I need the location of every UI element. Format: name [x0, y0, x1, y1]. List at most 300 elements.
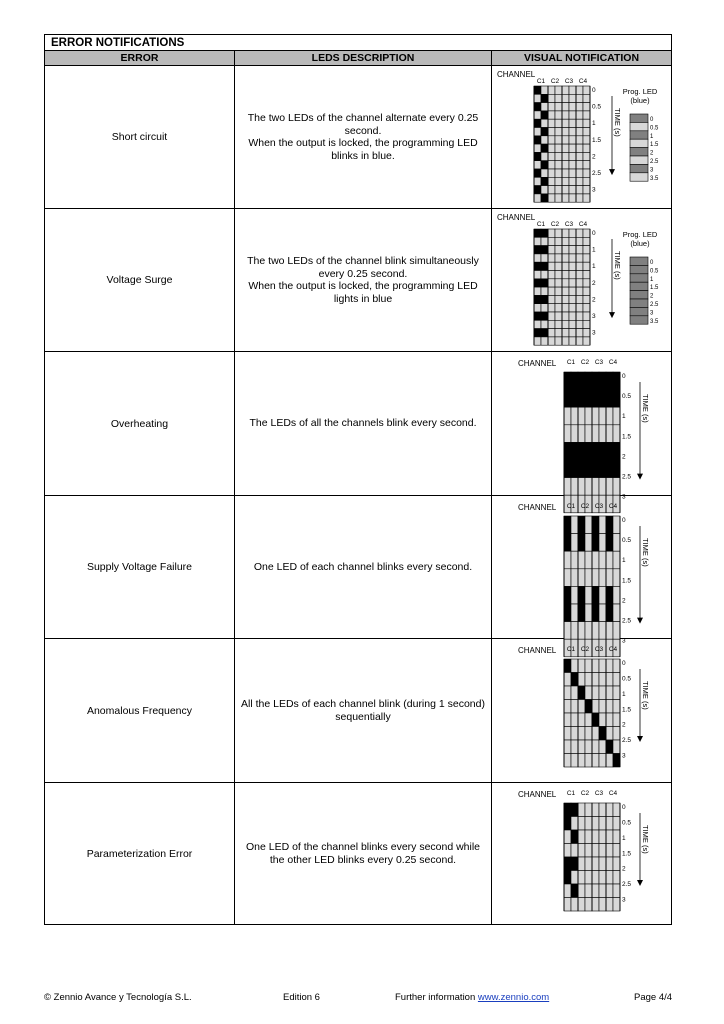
channel-header-c3: C3 [594, 646, 604, 653]
prog-led-cell [630, 156, 648, 164]
prog-led-cell [630, 282, 648, 290]
led-off-cell [606, 754, 613, 768]
led-off-cell [571, 817, 578, 831]
led-off-cell [576, 329, 583, 337]
time-tick-label: 3 [622, 896, 626, 904]
led-off-cell [555, 279, 562, 287]
led-off-cell [576, 262, 583, 270]
led-off-cell [599, 817, 606, 831]
led-off-cell [613, 857, 620, 871]
led-off-cell [571, 844, 578, 858]
led-off-cell [585, 551, 592, 569]
led-off-cell [592, 830, 599, 844]
led-off-cell [534, 111, 541, 119]
led-off-cell [555, 287, 562, 295]
channel-header-c1: C1 [566, 646, 576, 653]
led-on-cell [592, 442, 599, 460]
led-off-cell [548, 194, 555, 202]
prog-led-cell [630, 265, 648, 273]
led-on-cell [578, 604, 585, 622]
led-off-cell [548, 337, 555, 345]
time-tick-label: 0.5 [592, 103, 602, 111]
led-off-cell [569, 279, 576, 287]
led-off-cell [599, 700, 606, 714]
led-on-cell [564, 604, 571, 622]
led-off-cell [585, 686, 592, 700]
prog-led-cell [630, 173, 648, 181]
led-off-cell [541, 152, 548, 160]
prog-led-tick-label: 1 [650, 133, 654, 140]
led-on-cell [592, 390, 599, 408]
led-off-cell [555, 194, 562, 202]
prog-led-cell [630, 291, 648, 299]
led-off-cell [555, 254, 562, 262]
led-off-cell [613, 830, 620, 844]
led-off-cell [578, 857, 585, 871]
led-off-cell [606, 817, 613, 831]
led-on-cell [571, 460, 578, 478]
led-on-cell [564, 586, 571, 604]
footer-website-link[interactable]: www.zennio.com [477, 992, 550, 1003]
led-off-cell [569, 128, 576, 136]
led-off-cell [583, 169, 590, 177]
led-off-cell [555, 169, 562, 177]
led-off-cell [606, 551, 613, 569]
led-off-cell [606, 884, 613, 898]
channel-header-c4: C4 [608, 646, 618, 653]
led-off-cell [576, 186, 583, 194]
channel-header-c3: C3 [564, 78, 574, 85]
time-arrow-head [637, 618, 643, 624]
led-off-cell [555, 295, 562, 303]
led-off-cell [571, 659, 578, 673]
header-error: ERROR [120, 52, 159, 64]
led-off-cell [592, 727, 599, 741]
prog-led-cell [630, 148, 648, 156]
header-leds-description: LEDS DESCRIPTION [311, 52, 415, 64]
led-on-cell [578, 372, 585, 390]
led-off-cell [585, 754, 592, 768]
led-off-cell [548, 329, 555, 337]
led-off-cell [562, 152, 569, 160]
led-on-cell [541, 262, 548, 270]
led-off-cell [555, 237, 562, 245]
led-off-cell [571, 534, 578, 552]
led-off-cell [592, 898, 599, 912]
led-on-cell [571, 830, 578, 844]
led-off-cell [613, 425, 620, 443]
led-off-cell [592, 754, 599, 768]
prog-led-tick-label: 2 [650, 293, 654, 300]
time-arrow-head [609, 312, 615, 318]
table-row [45, 352, 671, 501]
led-off-cell [534, 254, 541, 262]
led-off-cell [555, 320, 562, 328]
led-off-cell [548, 111, 555, 119]
led-off-cell [548, 128, 555, 136]
led-off-cell [569, 169, 576, 177]
led-off-cell [571, 713, 578, 727]
channel-header-c1: C1 [536, 78, 546, 85]
led-off-cell [541, 287, 548, 295]
led-off-cell [592, 817, 599, 831]
channel-header-c1: C1 [566, 359, 576, 366]
led-off-cell [548, 237, 555, 245]
time-tick-label: 1 [592, 263, 596, 271]
led-off-cell [562, 128, 569, 136]
led-off-cell [583, 119, 590, 127]
led-off-cell [583, 177, 590, 185]
led-off-cell [555, 94, 562, 102]
led-off-cell [569, 262, 576, 270]
time-axis-label: TIME (s) [641, 825, 650, 854]
led-off-cell [583, 304, 590, 312]
led-off-cell [562, 295, 569, 303]
led-off-cell [548, 312, 555, 320]
led-on-cell [534, 312, 541, 320]
led-off-cell [583, 337, 590, 345]
led-off-cell [613, 569, 620, 587]
led-off-cell [585, 740, 592, 754]
led-on-cell [599, 390, 606, 408]
time-tick-label: 2 [622, 865, 626, 873]
led-on-cell [599, 372, 606, 390]
led-off-cell [562, 144, 569, 152]
led-off-cell [583, 144, 590, 152]
led-off-cell [541, 136, 548, 144]
led-off-cell [592, 857, 599, 871]
led-off-cell [578, 884, 585, 898]
led-off-cell [585, 659, 592, 673]
channel-label: CHANNEL [518, 503, 557, 512]
led-off-cell [564, 740, 571, 754]
led-off-cell [606, 659, 613, 673]
led-off-cell [562, 262, 569, 270]
led-off-cell [606, 569, 613, 587]
led-off-cell [569, 136, 576, 144]
led-off-cell [585, 727, 592, 741]
led-off-cell [564, 727, 571, 741]
led-on-cell [534, 246, 541, 254]
time-axis-label: TIME (s) [641, 681, 650, 710]
led-on-cell [571, 390, 578, 408]
led-off-cell [569, 111, 576, 119]
led-off-cell [576, 271, 583, 279]
led-off-cell [548, 119, 555, 127]
led-off-cell [562, 329, 569, 337]
time-axis-label: TIME (s) [641, 394, 650, 423]
led-on-cell [592, 534, 599, 552]
led-off-cell [569, 86, 576, 94]
led-off-cell [585, 569, 592, 587]
led-off-cell [613, 604, 620, 622]
led-off-cell [606, 727, 613, 741]
led-off-cell [599, 407, 606, 425]
led-off-cell [562, 304, 569, 312]
led-off-cell [562, 337, 569, 345]
time-tick-label: 2 [592, 153, 596, 161]
led-off-cell [541, 237, 548, 245]
leds-description: The two LEDs of the channel blink simultaneously every 0.25 second. When the output is locked, the programming LED lights in blue [247, 255, 479, 305]
led-off-cell [569, 194, 576, 202]
led-off-cell [564, 754, 571, 768]
channel-header-c2: C2 [580, 646, 590, 653]
led-off-cell [562, 246, 569, 254]
led-off-cell [613, 803, 620, 817]
led-on-cell [534, 152, 541, 160]
led-on-cell [606, 516, 613, 534]
led-off-cell [564, 686, 571, 700]
table-row [45, 783, 671, 924]
led-on-cell [606, 604, 613, 622]
led-on-cell [578, 390, 585, 408]
led-on-cell [606, 586, 613, 604]
led-off-cell [564, 844, 571, 858]
channel-label: CHANNEL [497, 70, 536, 79]
led-off-cell [548, 136, 555, 144]
footer-info-prefix: Further information [395, 992, 478, 1003]
time-tick-label: 0.5 [622, 675, 632, 683]
led-off-cell [555, 246, 562, 254]
time-tick-label: 1.5 [622, 577, 632, 585]
led-off-cell [534, 194, 541, 202]
led-off-cell [548, 262, 555, 270]
led-on-cell [571, 803, 578, 817]
time-arrow-head [609, 169, 615, 175]
led-on-cell [592, 713, 599, 727]
led-off-cell [599, 659, 606, 673]
led-off-cell [555, 312, 562, 320]
time-tick-label: 1.5 [622, 706, 632, 714]
led-off-cell [576, 279, 583, 287]
led-off-cell [613, 686, 620, 700]
prog-led-cell [630, 299, 648, 307]
led-on-cell [564, 460, 571, 478]
led-off-cell [599, 569, 606, 587]
led-off-cell [569, 246, 576, 254]
time-tick-label: 3 [592, 329, 596, 337]
channel-header-c3: C3 [594, 503, 604, 510]
led-off-cell [569, 320, 576, 328]
led-off-cell [585, 516, 592, 534]
led-off-cell [583, 94, 590, 102]
led-on-cell [592, 516, 599, 534]
led-off-cell [578, 700, 585, 714]
led-off-cell [585, 586, 592, 604]
led-off-cell [576, 144, 583, 152]
led-on-cell [564, 857, 571, 871]
channel-header-c2: C2 [550, 78, 560, 85]
led-off-cell [534, 287, 541, 295]
led-on-cell [534, 169, 541, 177]
prog-led-tick-label: 3.5 [650, 175, 659, 182]
time-tick-label: 3 [622, 493, 626, 501]
led-off-cell [583, 295, 590, 303]
led-on-cell [541, 329, 548, 337]
led-off-cell [583, 86, 590, 94]
led-off-cell [585, 407, 592, 425]
led-on-cell [571, 884, 578, 898]
led-off-cell [583, 254, 590, 262]
prog-led-label: Prog. LED [622, 230, 658, 239]
led-on-cell [564, 516, 571, 534]
led-off-cell [613, 727, 620, 741]
led-off-cell [564, 569, 571, 587]
led-off-cell [606, 871, 613, 885]
led-off-cell [534, 144, 541, 152]
led-off-cell [578, 727, 585, 741]
led-off-cell [548, 279, 555, 287]
led-off-cell [583, 262, 590, 270]
error-name: Supply Voltage Failure [86, 561, 193, 573]
led-on-cell [534, 229, 541, 237]
led-off-cell [571, 516, 578, 534]
led-on-cell [613, 372, 620, 390]
led-off-cell [555, 186, 562, 194]
led-on-cell [541, 194, 548, 202]
channel-header-c4: C4 [608, 359, 618, 366]
led-off-cell [555, 271, 562, 279]
led-off-cell [613, 740, 620, 754]
led-off-cell [571, 569, 578, 587]
channel-header-c4: C4 [608, 503, 618, 510]
time-tick-label: 2 [622, 453, 626, 461]
led-off-cell [548, 271, 555, 279]
led-off-cell [576, 152, 583, 160]
led-on-cell [606, 460, 613, 478]
time-tick-label: 3 [622, 637, 626, 645]
error-notifications-table [44, 34, 672, 925]
led-off-cell [564, 713, 571, 727]
led-off-cell [576, 304, 583, 312]
led-off-cell [578, 659, 585, 673]
led-off-cell [585, 803, 592, 817]
led-off-cell [599, 713, 606, 727]
led-on-cell [541, 161, 548, 169]
led-off-cell [583, 312, 590, 320]
led-on-cell [571, 372, 578, 390]
led-off-cell [613, 817, 620, 831]
footer-page-number: Page 4/4 [634, 992, 673, 1003]
led-off-cell [613, 871, 620, 885]
leds-description: All the LEDs of each channel blink (during 1 second) sequentially [241, 698, 485, 723]
led-off-cell [599, 884, 606, 898]
led-off-cell [576, 295, 583, 303]
led-off-cell [583, 152, 590, 160]
led-on-cell [564, 803, 571, 817]
led-off-cell [606, 673, 613, 687]
led-off-cell [585, 871, 592, 885]
table-row [45, 209, 671, 352]
led-off-cell [569, 144, 576, 152]
time-tick-label: 0 [622, 660, 626, 667]
leds-description: One LED of the channel blinks every second while the other LED blinks every 0.25 second. [245, 841, 481, 866]
led-off-cell [576, 177, 583, 185]
led-on-cell [564, 390, 571, 408]
led-off-cell [555, 304, 562, 312]
led-off-cell [548, 161, 555, 169]
led-off-cell [576, 237, 583, 245]
time-tick-label: 2.5 [622, 617, 632, 625]
error-name: Overheating [110, 417, 169, 430]
led-off-cell [592, 673, 599, 687]
led-off-cell [569, 103, 576, 111]
led-off-cell [569, 229, 576, 237]
led-off-cell [564, 622, 571, 640]
prog-led-tick-label: 2.5 [650, 302, 659, 308]
led-off-cell [569, 295, 576, 303]
led-on-cell [541, 144, 548, 152]
led-on-cell [564, 817, 571, 831]
led-on-cell [541, 128, 548, 136]
led-timing-diagram [492, 493, 671, 645]
led-off-cell [569, 287, 576, 295]
led-off-cell [571, 425, 578, 443]
led-off-cell [562, 271, 569, 279]
led-off-cell [569, 119, 576, 127]
led-off-cell [599, 898, 606, 912]
led-off-cell [534, 161, 541, 169]
led-off-cell [548, 186, 555, 194]
led-off-cell [613, 407, 620, 425]
led-off-cell [599, 740, 606, 754]
led-off-cell [606, 844, 613, 858]
led-off-cell [606, 803, 613, 817]
led-off-cell [578, 830, 585, 844]
led-off-cell [562, 169, 569, 177]
time-tick-label: 2.5 [622, 737, 632, 745]
led-off-cell [562, 229, 569, 237]
led-off-cell [569, 237, 576, 245]
error-name: Short circuit [111, 131, 168, 143]
led-off-cell [534, 177, 541, 185]
led-off-cell [562, 194, 569, 202]
led-off-cell [599, 857, 606, 871]
led-off-cell [534, 271, 541, 279]
channel-label: CHANNEL [518, 646, 557, 655]
channel-header-c1: C1 [566, 503, 576, 510]
led-on-cell [585, 460, 592, 478]
led-on-cell [592, 460, 599, 478]
prog-led-tick-label: 0.5 [650, 268, 659, 275]
led-off-cell [613, 898, 620, 912]
led-off-cell [562, 254, 569, 262]
led-on-cell [534, 295, 541, 303]
led-off-cell [569, 177, 576, 185]
led-off-cell [583, 136, 590, 144]
led-off-cell [592, 407, 599, 425]
led-off-cell [548, 144, 555, 152]
led-off-cell [562, 86, 569, 94]
error-name: Voltage Surge [106, 274, 173, 286]
channel-header-c3: C3 [564, 221, 574, 228]
led-on-cell [564, 372, 571, 390]
channel-header-c4: C4 [608, 790, 618, 797]
channel-header-c1: C1 [566, 790, 576, 797]
led-off-cell [606, 622, 613, 640]
led-off-cell [583, 237, 590, 245]
led-on-cell [564, 871, 571, 885]
led-off-cell [555, 329, 562, 337]
led-off-cell [569, 312, 576, 320]
led-off-cell [562, 177, 569, 185]
led-off-cell [592, 740, 599, 754]
led-off-cell [571, 700, 578, 714]
led-off-cell [555, 128, 562, 136]
led-off-cell [548, 103, 555, 111]
led-off-cell [613, 586, 620, 604]
led-off-cell [555, 111, 562, 119]
